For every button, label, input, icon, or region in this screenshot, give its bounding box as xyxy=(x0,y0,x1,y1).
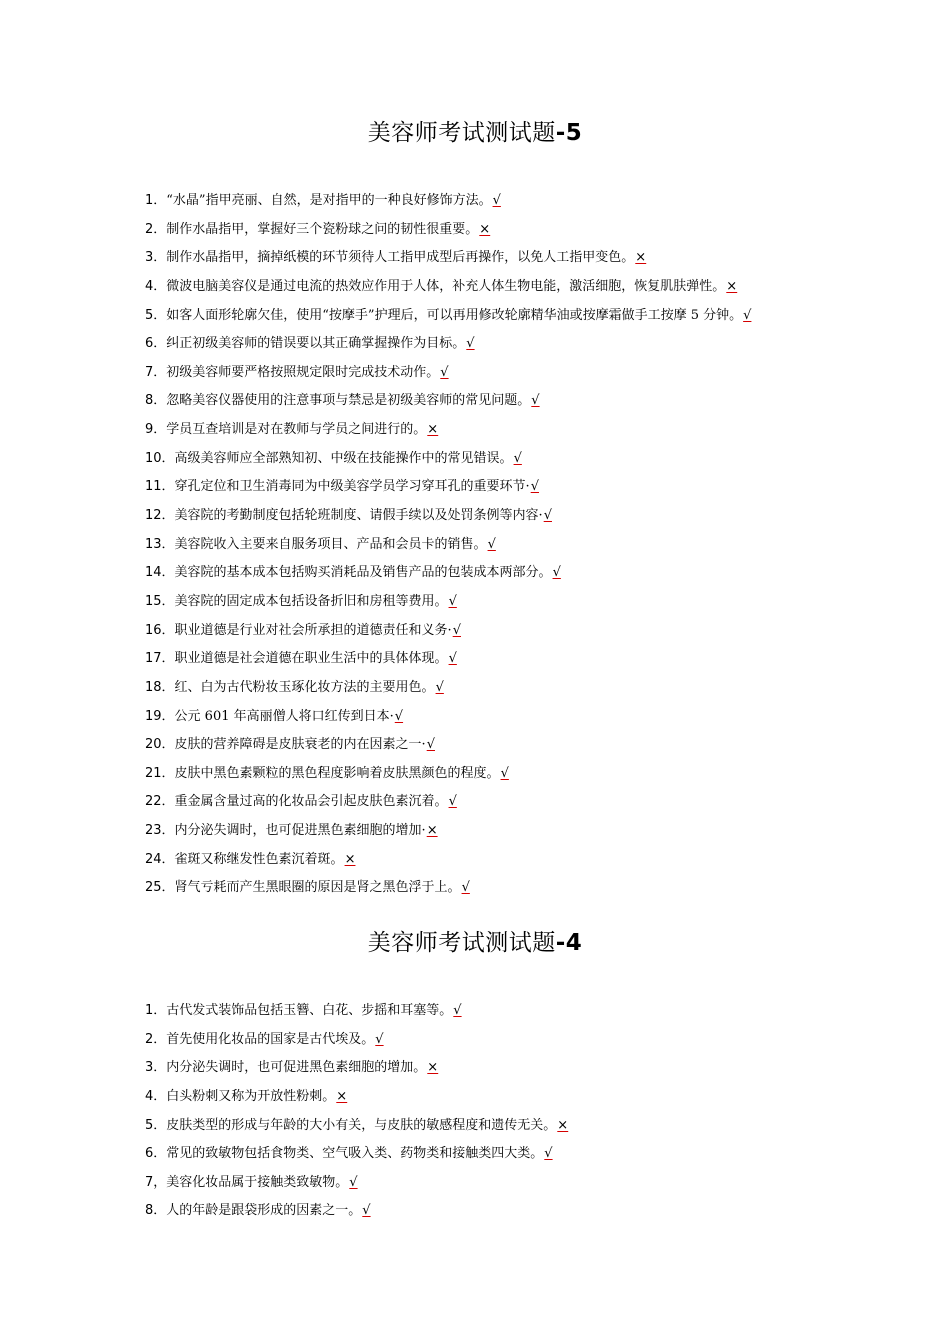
question-number: 24． xyxy=(145,851,175,867)
question-number: 3． xyxy=(145,1060,167,1076)
check-mark-icon: √ xyxy=(440,364,449,380)
question-number: 21． xyxy=(145,765,175,781)
question-item xyxy=(145,997,845,1026)
question-text: 肾气亏耗而产生黑眼圈的原因是肾之黑色浮于上。 xyxy=(174,880,461,896)
question-text: 美容院的基本成本包括购买消耗品及销售产品的包装成本两部分。 xyxy=(174,565,552,581)
question-item xyxy=(145,216,845,245)
check-mark-icon: √ xyxy=(487,536,496,552)
cross-mark-icon: × xyxy=(635,250,647,266)
question-number: 4． xyxy=(145,1088,167,1104)
check-mark-icon: √ xyxy=(362,1203,371,1219)
question-number: 4． xyxy=(145,278,167,294)
question-text: 穿孔定位和卫生消毒同为中级美容学员学习穿耳孔的重要环节· xyxy=(174,479,530,495)
check-mark-icon: √ xyxy=(492,193,501,208)
question-item xyxy=(145,788,845,817)
question-item xyxy=(145,703,845,732)
question-text: 如客人面形轮廓欠佳，使用“按摩手”护理后，可以再用修改轮廓精华油或按摩霜做手工按摩 5 分钟。 xyxy=(166,307,743,323)
quiz-section-4 xyxy=(0,928,950,958)
question-item xyxy=(145,731,845,760)
question-item xyxy=(145,617,845,646)
question-text: 忽略美容仪器使用的注意事项与禁忌是初级美容师的常见问题。 xyxy=(166,393,531,409)
question-item xyxy=(145,445,845,474)
question-number: 6． xyxy=(145,1146,167,1162)
question-number: 20． xyxy=(145,737,175,753)
question-item xyxy=(145,302,845,331)
cross-mark-icon: × xyxy=(479,221,491,237)
question-text: 重金属含量过高的化妆品会引起皮肤色素沉着。 xyxy=(174,794,448,810)
question-item xyxy=(145,1026,845,1055)
question-number: 12． xyxy=(145,508,175,524)
question-item xyxy=(145,559,845,588)
question-text: 常见的致敏物包括食物类、空气吸入类、药物类和接触类四大类。 xyxy=(166,1146,544,1162)
question-number: 19． xyxy=(145,708,175,724)
question-item xyxy=(145,1197,845,1226)
question-number: 3． xyxy=(145,250,167,266)
question-item xyxy=(145,387,845,416)
cross-mark-icon: × xyxy=(427,1060,439,1076)
question-item xyxy=(145,1083,845,1112)
question-item xyxy=(145,531,845,560)
check-mark-icon: √ xyxy=(500,765,509,781)
question-number: 1． xyxy=(145,193,167,208)
question-text: 皮肤中黑色素颗粒的黑色程度影响着皮肤黑颜色的程度。 xyxy=(174,765,500,781)
check-mark-icon: √ xyxy=(448,651,457,667)
question-item xyxy=(145,502,845,531)
question-text: 制作水晶指甲，摘掉纸模的环节须待人工指甲成型后再操作，以免人工指甲变色。 xyxy=(166,250,635,266)
check-mark-icon: √ xyxy=(513,450,522,466)
question-number: 1． xyxy=(145,1003,167,1018)
question-number: 22． xyxy=(145,794,175,810)
question-list-5 xyxy=(145,187,845,903)
question-item xyxy=(145,330,845,359)
question-item xyxy=(145,187,845,216)
cross-mark-icon: × xyxy=(427,422,439,438)
question-item xyxy=(145,674,845,703)
question-item xyxy=(145,273,845,302)
check-mark-icon: √ xyxy=(453,1003,462,1018)
question-number: 7． xyxy=(145,364,167,380)
check-mark-icon: √ xyxy=(448,794,457,810)
check-mark-icon: √ xyxy=(466,336,475,352)
question-item xyxy=(145,1054,845,1083)
question-text: 白头粉刺又称为开放性粉刺。 xyxy=(166,1088,336,1104)
question-text: 内分泌失调时，也可促进黑色素细胞的增加。 xyxy=(166,1060,427,1076)
question-text: 美容院的考勤制度包括轮班制度、请假手续以及处罚条例等内容· xyxy=(174,508,543,524)
question-text: 雀斑又称继发性色素沉着斑。 xyxy=(174,851,344,867)
section-title-number: -4 xyxy=(555,930,583,956)
check-mark-icon: √ xyxy=(543,508,552,524)
question-text: “水晶”指甲亮丽、自然，是对指甲的一种良好修饰方法。 xyxy=(166,193,492,208)
question-text: 首先使用化妆品的国家是古代埃及。 xyxy=(166,1031,375,1047)
question-number: 17． xyxy=(145,651,175,667)
question-item xyxy=(145,473,845,502)
question-number: 2． xyxy=(145,221,167,237)
check-mark-icon: √ xyxy=(349,1174,358,1190)
check-mark-icon: √ xyxy=(426,737,435,753)
question-text: 职业道德是行业对社会所承担的道德责任和义务· xyxy=(174,622,452,638)
question-number: 16． xyxy=(145,622,175,638)
check-mark-icon: √ xyxy=(544,1146,553,1162)
question-number: 9． xyxy=(145,422,167,438)
question-number: 13． xyxy=(145,536,175,552)
check-mark-icon: √ xyxy=(435,679,444,695)
question-number: 23． xyxy=(145,823,175,839)
cross-mark-icon: × xyxy=(336,1088,348,1104)
question-text: 美容化妆品属于接触类致敏物。 xyxy=(166,1174,349,1190)
question-item xyxy=(145,416,845,445)
question-number: 11． xyxy=(145,479,175,495)
check-mark-icon: √ xyxy=(394,708,404,724)
section-title xyxy=(0,928,950,958)
question-text: 皮肤的营养障碍是皮肤衰老的内在因素之一· xyxy=(174,737,426,753)
question-text: 红、白为古代粉妆玉琢化妆方法的主要用色。 xyxy=(174,679,435,695)
question-number: 2． xyxy=(145,1031,167,1047)
section-title-text: 美容师考试测试题 xyxy=(367,120,556,146)
question-text: 美容院的固定成本包括设备折旧和房租等费用。 xyxy=(174,593,448,609)
check-mark-icon: √ xyxy=(375,1031,384,1047)
question-item xyxy=(145,244,845,273)
section-title-number: -5 xyxy=(555,120,583,146)
question-text: 初级美容师要严格按照规定限时完成技术动作。 xyxy=(166,364,440,380)
question-item xyxy=(145,874,845,903)
check-mark-icon: √ xyxy=(448,593,457,609)
question-list-4 xyxy=(145,997,845,1226)
question-text: 高级美容师应全部熟知初、中级在技能操作中的常见错误。 xyxy=(174,450,513,466)
question-text: 职业道德是社会道德在职业生活中的具体体现。 xyxy=(174,651,448,667)
question-text: 制作水晶指甲，掌握好三个瓷粉球之问的韧性很重要。 xyxy=(166,221,479,237)
question-number: 8． xyxy=(145,1203,167,1219)
check-mark-icon: √ xyxy=(452,622,461,638)
question-number: 15． xyxy=(145,593,175,609)
question-item xyxy=(145,1112,845,1141)
quiz-section-5 xyxy=(0,118,950,148)
question-item xyxy=(145,1169,845,1198)
question-number: 6． xyxy=(145,336,167,352)
question-item xyxy=(145,760,845,789)
question-item xyxy=(145,817,845,846)
cross-mark-icon: × xyxy=(426,823,438,839)
question-text: 皮肤类型的形成与年龄的大小有关，与皮肤的敏感程度和遗传无关。 xyxy=(166,1117,557,1133)
question-item xyxy=(145,1140,845,1169)
question-number: 25． xyxy=(145,880,175,896)
question-text: 微波电脑美容仪是通过电流的热效应作用于人体，补充人体生物电能，激活细胞，恢复肌肤弹性。 xyxy=(166,278,726,294)
question-text: 学员互查培训是对在教师与学员之间进行的。 xyxy=(166,422,427,438)
question-text: 纠正初级美容师的错误要以其正确掌握操作为目标。 xyxy=(166,336,466,352)
question-text: 人的年龄是跟袋形成的因素之一。 xyxy=(166,1203,362,1219)
question-number: 14． xyxy=(145,565,175,581)
question-item xyxy=(145,846,845,875)
section-title-text: 美容师考试测试题 xyxy=(367,930,556,956)
section-title xyxy=(0,118,950,148)
question-number: 5． xyxy=(145,1117,167,1133)
question-number: 10． xyxy=(145,450,175,466)
cross-mark-icon: × xyxy=(557,1117,569,1133)
check-mark-icon: √ xyxy=(552,565,561,581)
question-number: 8． xyxy=(145,393,167,409)
check-mark-icon: √ xyxy=(531,393,540,409)
cross-mark-icon: × xyxy=(344,851,356,867)
question-number: 18． xyxy=(145,679,175,695)
question-text: 公元 601 年高丽僧人将口红传到日本· xyxy=(174,708,394,724)
check-mark-icon: √ xyxy=(743,307,752,323)
check-mark-icon: √ xyxy=(461,880,470,896)
question-number: 7， xyxy=(145,1174,167,1190)
question-item xyxy=(145,645,845,674)
question-number: 5． xyxy=(145,307,167,323)
question-text: 古代发式装饰品包括玉簪、白花、步摇和耳塞等。 xyxy=(166,1003,453,1018)
question-text: 美容院收入主要来自服务项目、产品和会员卡的销售。 xyxy=(174,536,487,552)
cross-mark-icon: × xyxy=(726,278,738,294)
check-mark-icon: √ xyxy=(530,479,539,495)
question-text: 内分泌失调时，也可促进黑色素细胞的增加· xyxy=(174,823,426,839)
question-item xyxy=(145,588,845,617)
question-item xyxy=(145,359,845,388)
